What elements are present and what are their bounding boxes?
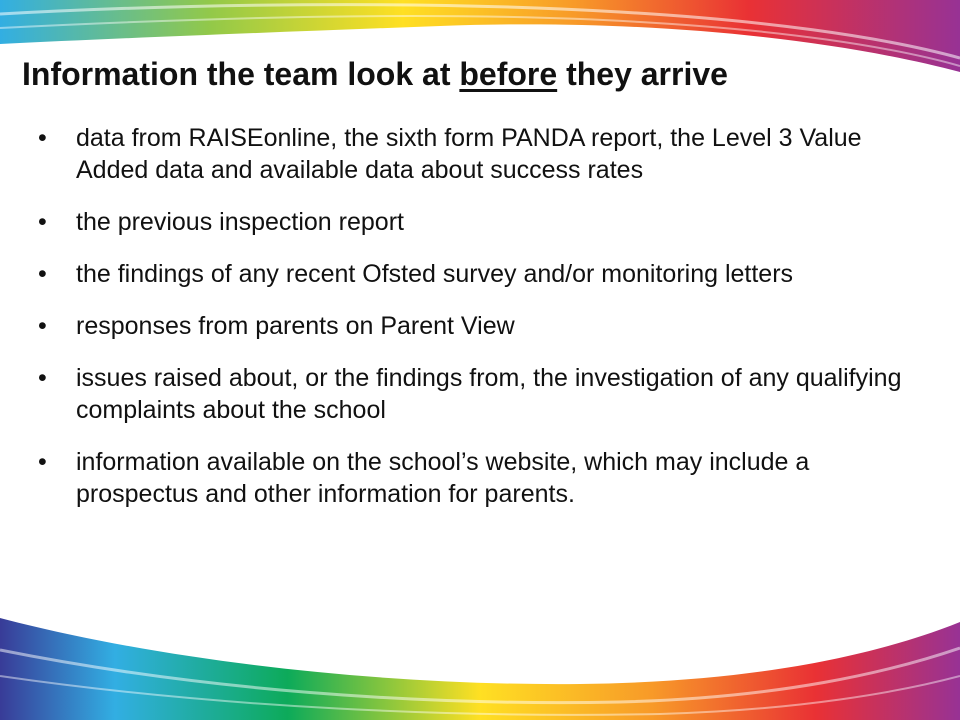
bullet-text: issues raised about, or the findings from, the investigation of any qualifying complaints about the school bbox=[76, 364, 902, 424]
title-emphasis: before bbox=[459, 56, 558, 92]
bullet-icon: • bbox=[38, 208, 47, 236]
bullet-text: the previous inspection report bbox=[76, 208, 404, 236]
bullet-item bbox=[38, 122, 908, 186]
bullet-text: information available on the school’s website, which may include a prospectus and other information for parents. bbox=[76, 448, 810, 508]
bullet-icon: • bbox=[38, 448, 47, 476]
bullet-item bbox=[38, 206, 908, 238]
bullet-item bbox=[38, 310, 908, 342]
bullet-item bbox=[38, 446, 908, 510]
bullet-item bbox=[38, 258, 908, 290]
bullet-icon: • bbox=[38, 364, 47, 392]
bullet-icon: • bbox=[38, 260, 47, 288]
bullet-list bbox=[38, 122, 908, 530]
bullet-icon: • bbox=[38, 312, 47, 340]
bullet-text: responses from parents on Parent View bbox=[76, 312, 515, 340]
bottom-swoosh-band bbox=[0, 618, 960, 720]
bullet-item bbox=[38, 362, 908, 426]
title-text-end: they arrive bbox=[566, 56, 728, 92]
bullet-icon: • bbox=[38, 124, 47, 152]
title-text-start: Information the team look at bbox=[22, 56, 451, 92]
slide-title bbox=[22, 56, 728, 93]
bullet-text: data from RAISEonline, the sixth form PANDA report, the Level 3 Value Added data and available data about success rates bbox=[76, 124, 862, 184]
bullet-text: the findings of any recent Ofsted survey and/or monitoring letters bbox=[76, 260, 794, 288]
